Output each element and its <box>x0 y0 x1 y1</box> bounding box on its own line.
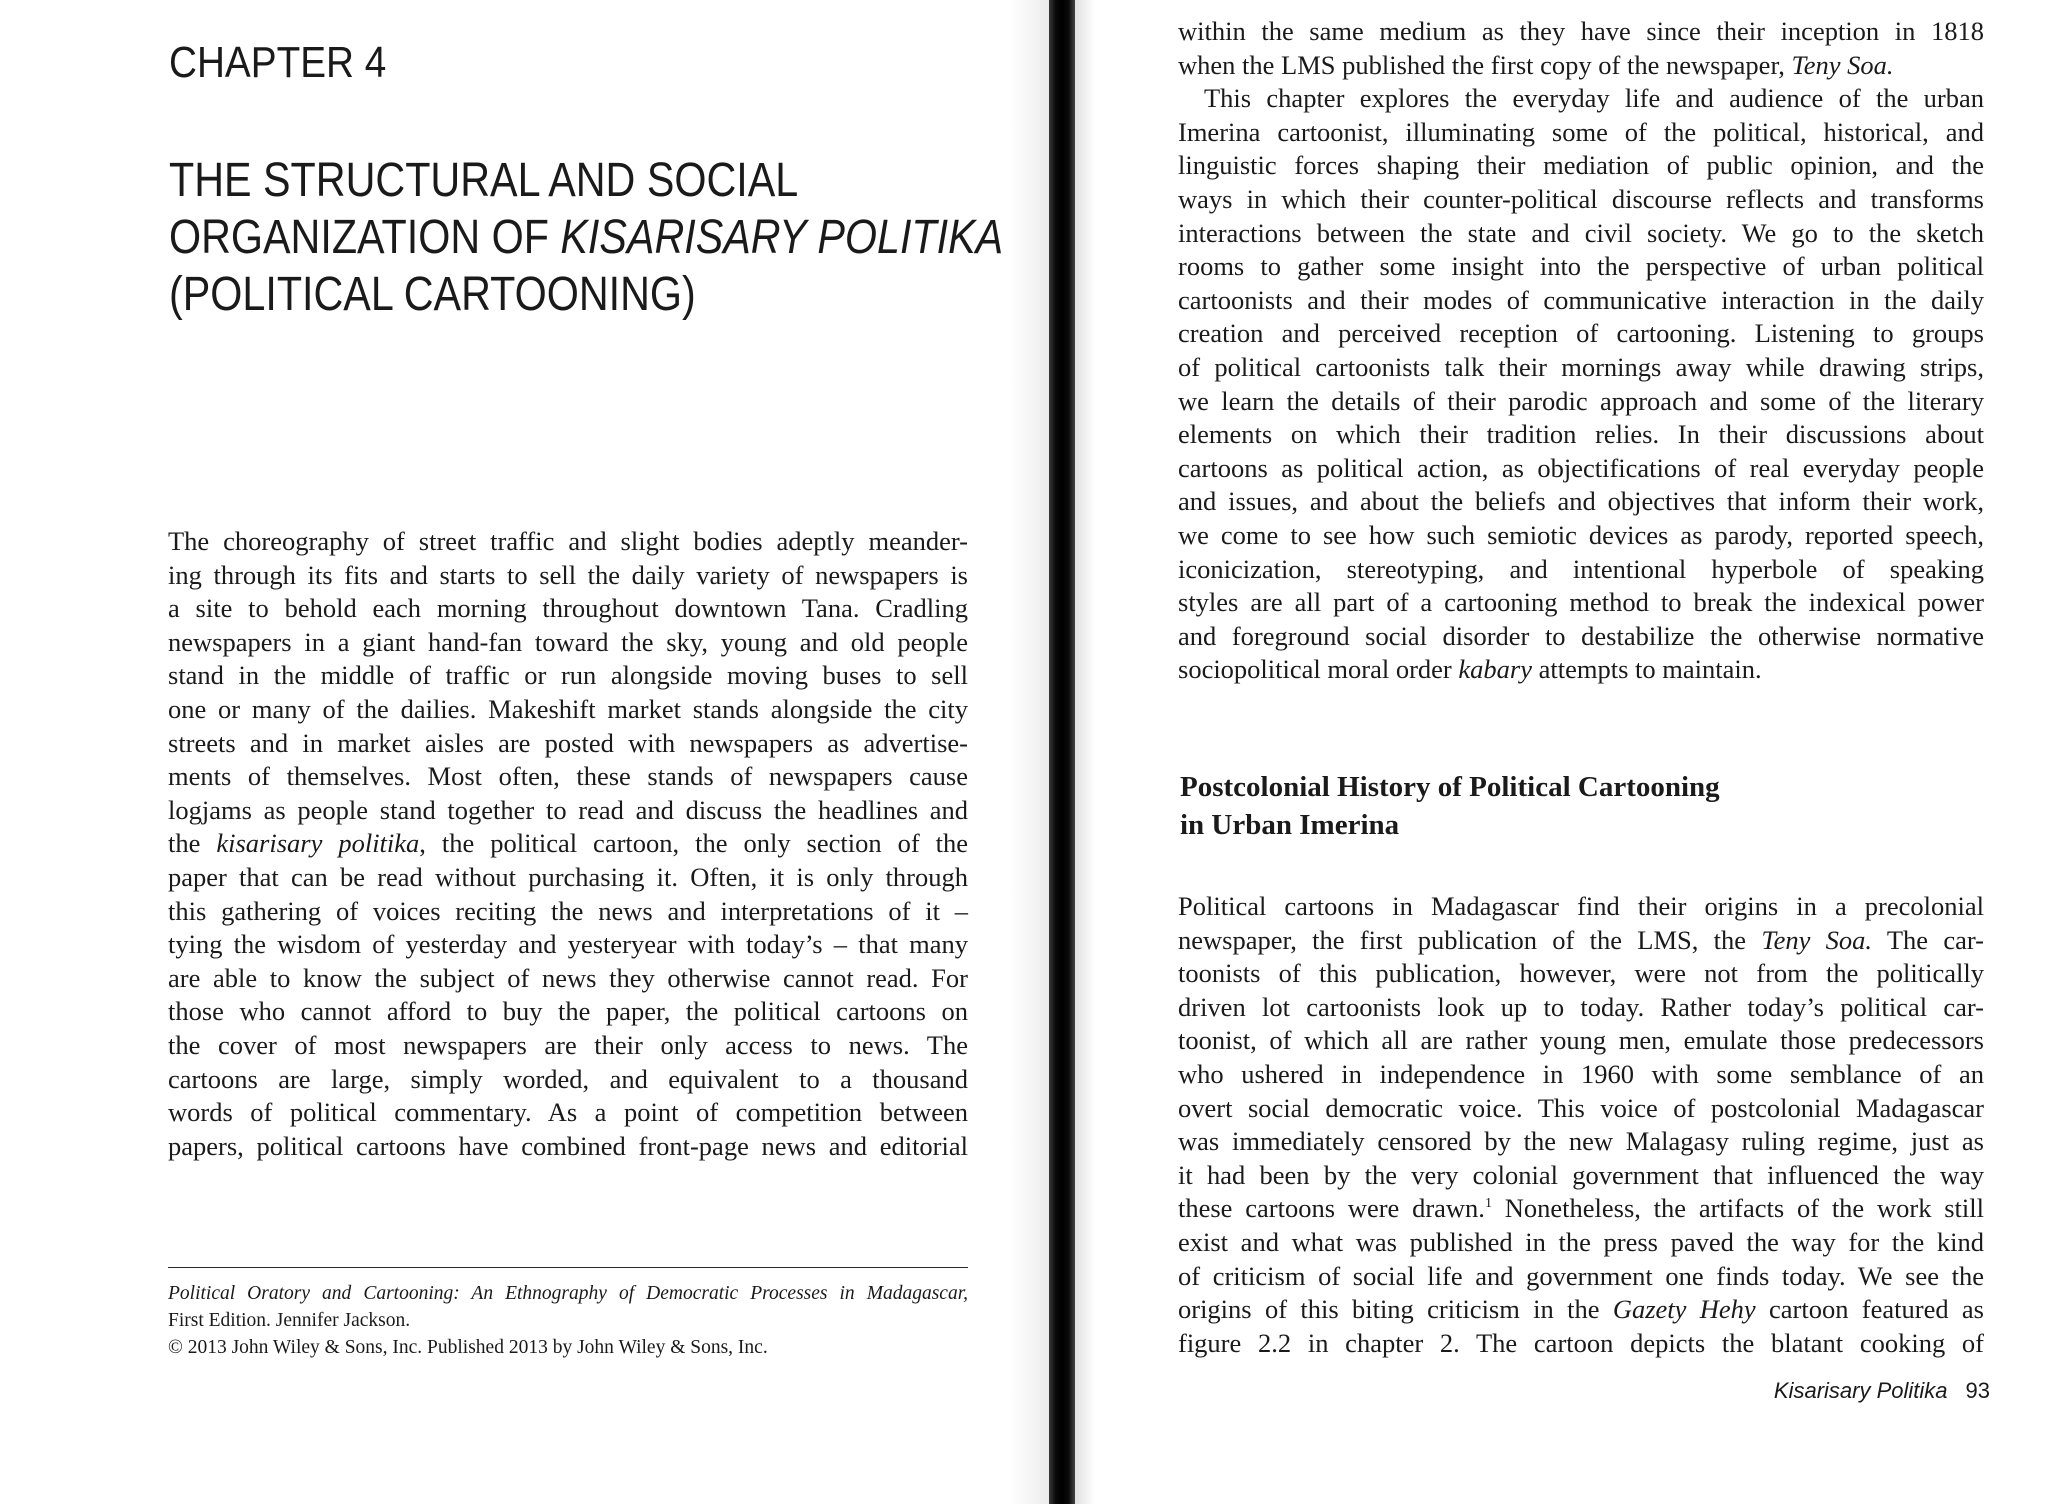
text-line: we learn the details of their parodic approach and some of the literary <box>1178 385 1984 416</box>
text-line: toonist, of which all are rather young men, emulate those predecessors <box>1178 1025 1984 1056</box>
text-line: sociopolitical moral order kabary attempts to maintain. <box>1178 654 1762 685</box>
section-heading-line: Postcolonial History of Political Cartooning <box>1180 771 1720 803</box>
text-line: tying the wisdom of yesterday and yesteryear with today’s – that many <box>168 929 968 960</box>
text-line: these cartoons were drawn.$^1$ Nonetheless, the artifacts of the work still <box>1178 1193 1984 1224</box>
text-line: one or many of the dailies. Makeshift market stands alongside the city <box>168 693 968 724</box>
text-line: figure 2.2 in chapter 2. The cartoon depicts the blatant cooking of <box>1178 1327 1984 1358</box>
text-line: iconicization, stereotyping, and intentional hyperbole of speaking <box>1178 553 1984 584</box>
text-line: of criticism of social life and government one finds today. We see the <box>1178 1260 1984 1291</box>
text-line: driven lot cartoonists look up to today. Rather today’s political car- <box>1178 991 1984 1022</box>
text-line: ments of themselves. Most often, these stands of newspapers cause <box>168 761 968 792</box>
section-heading-line: in Urban Imerina <box>1180 809 1400 841</box>
text-line: and issues, and about the beliefs and objectives that inform their work, <box>1178 486 1984 517</box>
chapter-title-line: (POLITICAL CARTOONING) <box>169 268 696 321</box>
text-line: toonists of this publication, however, were not from the politically <box>1178 958 1984 989</box>
text-line: papers, political cartoons have combined front-page news and editorial <box>168 1130 968 1161</box>
gutter-shadow-right <box>1075 0 1095 1504</box>
footnote-edition-author: First Edition. Jennifer Jackson. <box>168 1310 411 1331</box>
text-line: the cover of most newspapers are their only access to news. The <box>168 1029 968 1060</box>
text-line: The choreography of street traffic and slight bodies adeptly meander- <box>168 526 968 556</box>
text-line: and foreground social disorder to destabilize the otherwise normative <box>1178 620 1984 651</box>
text-line: stand in the middle of traffic or run alongside moving buses to sell <box>168 660 968 691</box>
text-line: within the same medium as they have since their inception in 1818 <box>1178 16 1984 46</box>
text-line: interactions between the state and civil society. We go to the sketch <box>1178 217 1984 248</box>
text-line: a site to behold each morning throughout downtown Tana. Cradling <box>168 593 968 624</box>
text-line: rooms to gather some insight into the perspective of urban political <box>1178 251 1984 282</box>
text-line: ing through its fits and starts to sell the daily variety of newspapers is <box>168 559 968 590</box>
text-line: ways in which their counter-political discourse reflects and transforms <box>1178 183 1984 214</box>
text-line: exist and what was published in the press paved the way for the kind <box>1178 1226 1984 1257</box>
text-line: overt social democratic voice. This voice of postcolonial Madagascar <box>1178 1092 1984 1123</box>
chapter-title-line: ORGANIZATION OF KISARISARY POLITIKA <box>169 211 1004 264</box>
book-spine-gutter <box>1049 0 1075 1504</box>
text-line: streets and in market aisles are posted with newspapers as advertise- <box>168 727 968 758</box>
text-line: those who cannot afford to buy the paper, the political cartoons on <box>168 996 968 1027</box>
text-line: origins of this biting criticism in the Gazety Hehy cartoon featured as <box>1178 1294 1984 1325</box>
text-line: was immediately censored by the new Malagasy ruling regime, just as <box>1178 1126 1984 1157</box>
text-line: who ushered in independence in 1960 with some semblance of an <box>1178 1058 1984 1089</box>
text-line: logjams as people stand together to read and discuss the headlines and <box>168 794 968 825</box>
text-line: cartoons as political action, as objectifications of real everyday people <box>1178 452 1984 483</box>
running-title: Kisarisary Politika <box>1773 1378 1948 1403</box>
section-paragraph <box>1178 890 1984 1360</box>
gutter-shadow-left <box>1010 0 1050 1504</box>
section-heading <box>1180 768 1940 844</box>
text-line: newspapers in a giant hand-fan toward the sky, young and old people <box>168 626 968 657</box>
chapter-title <box>169 152 1004 323</box>
text-line: this gathering of voices reciting the news and interpretations of it – <box>168 895 968 926</box>
text-line: linguistic forces shaping their mediation of public opinion, and the <box>1178 150 1984 181</box>
text-line: Political cartoons in Madagascar find their origins in a precolonial <box>1178 891 1984 921</box>
text-line: words of political commentary. As a point of competition between <box>168 1097 968 1128</box>
text-line: Imerina cartoonist, illuminating some of the political, historical, and <box>1178 116 1984 147</box>
text-line: cartoonists and their modes of communicative interaction in the daily <box>1178 284 1984 315</box>
text-line: newspaper, the first publication of the LMS, the Teny Soa. The car- <box>1178 924 1984 955</box>
text-line: elements on which their tradition relies. In their discussions about <box>1178 419 1984 450</box>
text-line: when the LMS published the first copy of the newspaper, Teny Soa. <box>1178 49 1894 80</box>
footnote-rule <box>168 1267 968 1268</box>
running-footer <box>1700 1378 1990 1404</box>
right-page-continuation-text <box>1178 15 1984 687</box>
copyright-footnote <box>168 1280 968 1361</box>
text-line: we come to see how such semiotic devices as parody, reported speech, <box>1178 519 1984 550</box>
chapter-title-line: THE STRUCTURAL AND SOCIAL <box>169 154 799 207</box>
text-line: are able to know the subject of news they otherwise cannot read. For <box>168 962 968 993</box>
chapter-label: CHAPTER 4 <box>169 38 387 87</box>
text-line: styles are all part of a cartooning method to break the indexical power <box>1178 587 1984 618</box>
text-line: This chapter explores the everyday life and audience of the urban <box>1204 83 1984 114</box>
page-number: 93 <box>1965 1378 1990 1403</box>
footnote-book-title: Political Oratory and Cartooning: An Ethnography of Democratic Processes in Madagascar, <box>168 1283 968 1304</box>
text-line: it had been by the very colonial government that influenced the way <box>1178 1159 1984 1190</box>
text-line: cartoons are large, simply worded, and equivalent to a thousand <box>168 1063 968 1094</box>
chapter-opening-paragraph <box>168 525 968 1163</box>
text-line: the kisarisary politika, the political cartoon, the only section of the <box>168 828 969 859</box>
text-line: creation and perceived reception of cartooning. Listening to groups <box>1178 318 1984 349</box>
text-line: of political cartoonists talk their mornings away while drawing strips, <box>1178 351 1984 382</box>
footnote-copyright: © 2013 John Wiley & Sons, Inc. Published 2013 by John Wiley & Sons, Inc. <box>168 1337 768 1358</box>
text-line: paper that can be read without purchasing it. Often, it is only through <box>168 861 968 892</box>
